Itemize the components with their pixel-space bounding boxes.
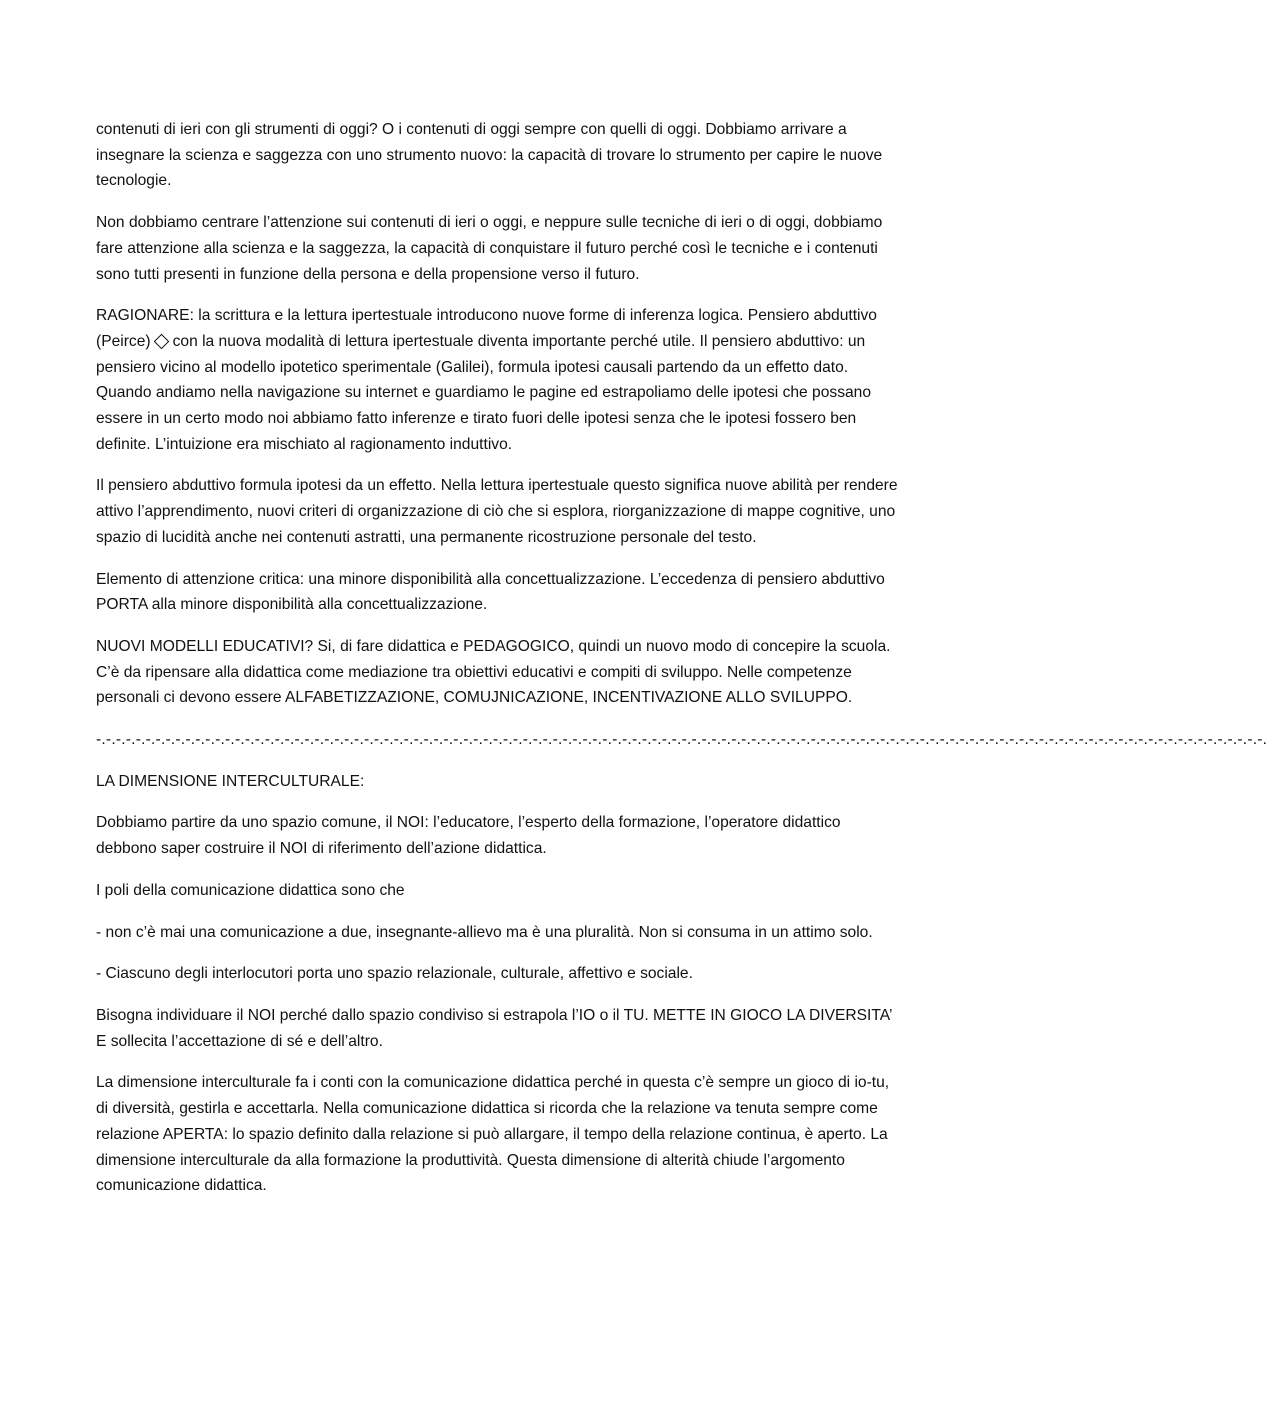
- paragraph-models: NUOVI MODELLI EDUCATIVI? Si, di fare didattica e PEDAGOGICO, quindi un nuovo modo di concepire la scuola. C’è da ripensare alla didattica come mediazione tra obiettivi educativi e compiti di sviluppo. Nelle competenze personali ci devono essere ALFABETIZZAZIONE, COMUJNICAZIONE, INCENTIVAZIONE ALLO SVILUPPO.: [96, 637, 891, 707]
- paragraph-intercultural: La dimensione interculturale fa i conti con la comunicazione didattica perché in questa c’è sempre un gioco di io-tu, di diversità, gestirla e accettarla. Nella comunicazione didattica si ricorda che la relazione va tenuta sempre come relazione APERTA: lo spazio definito dalla relazione si può allargare, il tempo della relazione continua, è aperto. La dimensione interculturale da alla formazione la produttività. Questa dimensione di alterità chiude l’argomento comunicazione didattica.: [96, 1074, 890, 1195]
- paragraph-ragionare-start: RAGIONARE: la scrittura e la lettura ipertestuale introducono nuove forme di inferenza logica. Pensiero abduttivo (Peirce): [96, 307, 877, 350]
- diamond-arrow-icon: [153, 334, 169, 350]
- paragraph-intro: contenuti di ieri con gli strumenti di oggi? O i contenuti di oggi sempre con quelli di oggi. Dobbiamo arrivare a insegnare la scienza e saggezza con uno strumento nuovo: la capacità di trovare lo strumento per capire le nuove tecnologie.: [96, 121, 883, 190]
- paragraph-noi: Dobbiamo partire da uno spazio comune, il NOI: l’educatore, l’esperto della formazione, l’operatore didattico debbono saper costruire il NOI di riferimento dell’azione didattica.: [96, 814, 841, 858]
- paragraph-diversity: Bisogna individuare il NOI perché dallo spazio condiviso si estrapola l’IO o il TU. METTE IN GIOCO LA DIVERSITA’ E sollecita l’accettazione di sé e dell’altro.: [96, 1006, 892, 1050]
- list-item-plurality: - non c’è mai una comunicazione a due, insegnante-allievo ma è una pluralità. Non si consuma in un attimo solo.: [96, 923, 873, 941]
- section-heading: LA DIMENSIONE INTERCULTURALE:: [96, 772, 365, 790]
- paragraph-ragionare: [96, 303, 900, 457]
- paragraph-poli: I poli della comunicazione didattica sono che: [96, 881, 405, 899]
- paragraph-abductive: Il pensiero abduttivo formula ipotesi da un effetto. Nella lettura ipertestuale questo significa nuove abilità per rendere attivo l’apprendimento, nuovi criteri di organizzazione di ciò che si esplora, riorganizzazione di mappe cognitive, uno spazio di lucidità anche nei contenuti astratti, una permanente ricostruzione personale del testo.: [96, 477, 898, 546]
- paragraph-critical: Elemento di attenzione critica: una minore disponibilità alla concettualizzazione. L’eccedenza di pensiero abduttivo PORTA alla minore disponibilità alla concettualizzazione.: [96, 570, 885, 614]
- list-item-space: - Ciascuno degli interlocutori porta uno spazio relazionale, culturale, affettivo e sociale.: [96, 965, 693, 983]
- section-divider: -.-.-.-.-.-.-.-.-.-.-.-.-.-.-.-.-.-.-.-.-.-.-.-.-.-.-.-.-.-.-.-.-.-.-.-.-.-.-.-.-.-.-.-.-.-.-.-.-.-.-.-.-.-.-.-.-.-.-.-.-.-.-.-.-.-.-.-.-.-.-.-.-.-.-.-.-.-.-.-.-.-.-.-.-.-.-.-.-.-.-.-.-.-.-.-.-.-.-.-.-.-.-.-.-.-.-.-.-.-.-.-.-.-.-.-.-.-.: [96, 731, 1267, 749]
- paragraph-ragionare-rest: con la nuova modalità di lettura ipertestuale diventa importante perché utile. Il pensiero abduttivo: un pensiero vicino al modello ipotetico sperimentale (Galilei), formula ipotesi causali partendo da un effetto dato. Quando andiamo nella navigazione su internet e guardiamo le pagine ed estrapoliamo delle ipotesi che possano essere in un certo modo noi abbiamo fatto inferenze e tirato fuori delle ipotesi senza che le ipotesi fossero ben definite. L’intuizione era mischiato al ragionamento induttivo.: [96, 332, 872, 453]
- paragraph-attention: Non dobbiamo centrare l’attenzione sui contenuti di ieri o oggi, e neppure sulle tecniche di ieri o di oggi, dobbiamo fare attenzione alla scienza e la saggezza, la capacità di conquistare il futuro perché così le tecniche e i contenuti sono tutti presenti in funzione della persona e della propensione verso il futuro.: [96, 214, 883, 283]
